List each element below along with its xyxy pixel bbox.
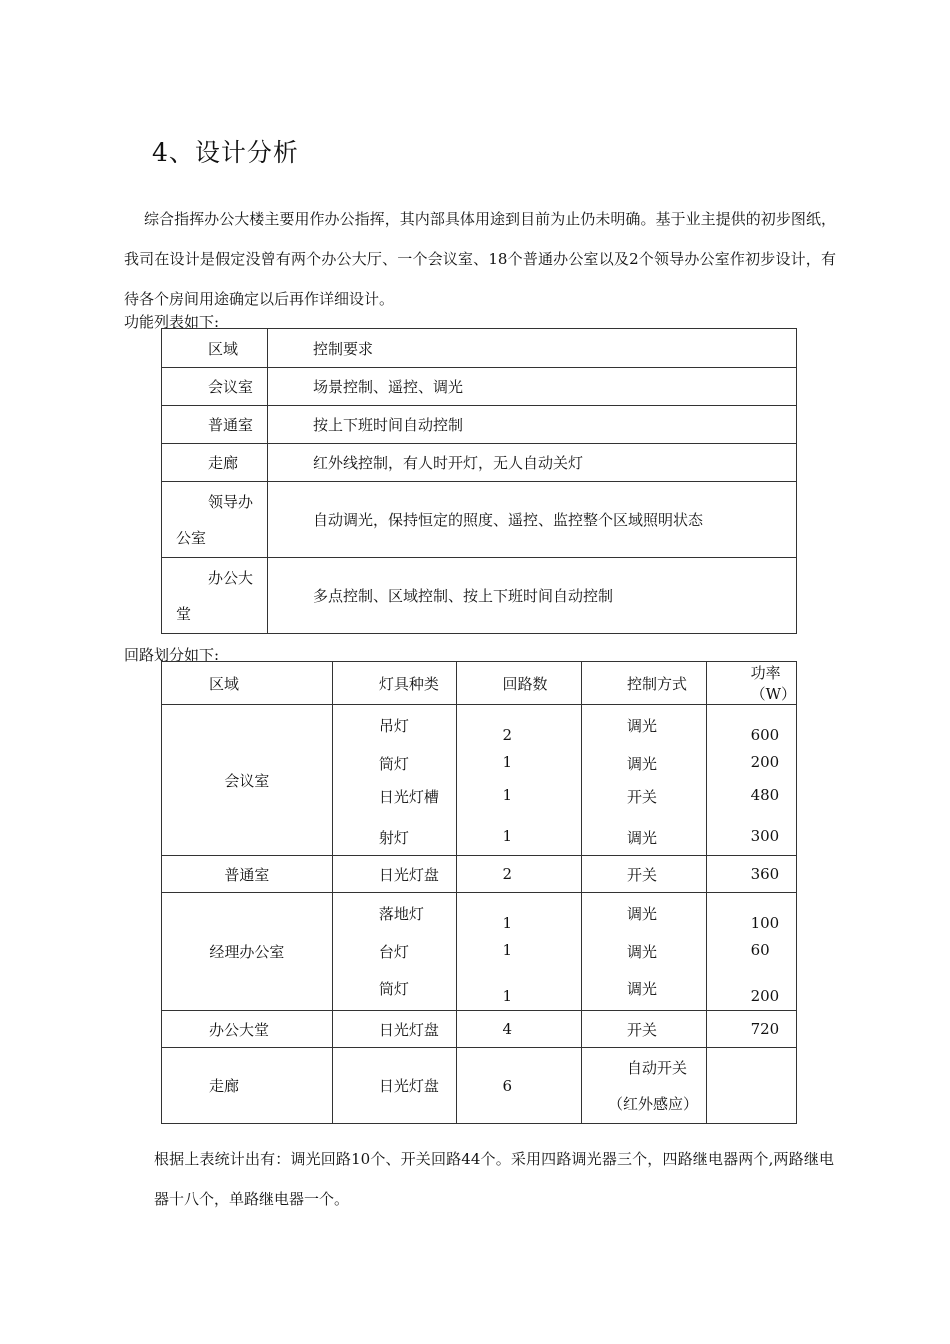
header-power: 功率（W） [706, 662, 796, 705]
power-item: 100 [750, 914, 780, 932]
area-line-2: 公室 [176, 528, 207, 547]
lamp-cell: 日光灯盘 [332, 856, 457, 893]
power-item: 60 [750, 941, 770, 959]
page-title: 4、设计分析 [152, 137, 299, 167]
power-item: 200 [750, 987, 780, 1005]
requirement-cell: 按上下班时间自动控制 [268, 406, 797, 444]
control-item: 调光 [627, 943, 658, 961]
control-item: 开关 [627, 788, 658, 806]
table-row [162, 856, 797, 893]
lamp-item: 落地灯 [378, 905, 424, 923]
area-cell [162, 558, 268, 634]
power-cell [706, 893, 796, 1011]
count-item: 1 [502, 753, 512, 771]
area-line-2: 堂 [176, 604, 192, 623]
count-cell [457, 705, 582, 856]
control-line-1: 自动开关 [627, 1058, 688, 1077]
power-cell: 720 [706, 1011, 796, 1048]
area-line-1: 办公大 [208, 568, 254, 587]
area-cell: 普通室 [162, 856, 333, 893]
table-row [162, 1011, 797, 1048]
count-cell: 6 [457, 1048, 582, 1124]
circuit-table-caption: 回路划分如下: [124, 646, 220, 664]
summary-paragraph: 根据上表统计出有：调光回路10个、开关回路44个。采用四路调光器三个，四路继电器两个,两路继电器十八个，单路继电器一个。 [154, 1150, 834, 1208]
requirement-cell: 红外线控制，有人时开灯，无人自动关灯 [268, 444, 797, 482]
area-cell: 会议室 [162, 705, 333, 856]
table-row [162, 482, 797, 558]
table-row [162, 705, 797, 856]
lamp-item: 射灯 [378, 829, 409, 847]
power-item: 480 [750, 786, 780, 804]
control-item: 调光 [627, 980, 658, 998]
power-item: 200 [750, 753, 780, 771]
requirement-cell: 自动调光，保持恒定的照度、遥控、监控整个区域照明状态 [268, 482, 797, 558]
control-cell [582, 893, 707, 1011]
control-item: 调光 [627, 905, 658, 923]
area-line-1: 领导办 [208, 492, 254, 511]
count-item: 1 [502, 827, 512, 845]
power-item: 300 [750, 827, 780, 845]
header-requirement: 控制要求 [268, 329, 797, 368]
power-cell: 360 [706, 856, 796, 893]
table-row [162, 368, 797, 406]
power-cell [706, 1048, 796, 1124]
lamp-cell: 日光灯盘 [332, 1048, 457, 1124]
circuit-table [161, 661, 797, 1124]
header-area: 区域 [162, 662, 333, 705]
control-item: 调光 [627, 829, 658, 847]
control-cell [582, 705, 707, 856]
lamp-cell: 日光灯盘 [332, 1011, 457, 1048]
count-item: 2 [502, 726, 512, 744]
count-item: 1 [502, 786, 512, 804]
area-cell [162, 482, 268, 558]
table-header-row [162, 329, 797, 368]
requirement-cell: 场景控制、遥控、调光 [268, 368, 797, 406]
function-table-caption: 功能列表如下: [124, 313, 220, 331]
function-table [161, 328, 797, 634]
table-row [162, 444, 797, 482]
count-item: 1 [502, 941, 512, 959]
header-area: 区域 [162, 329, 268, 368]
requirement-cell: 多点控制、区域控制、按上下班时间自动控制 [268, 558, 797, 634]
table-row [162, 406, 797, 444]
area-cell: 普通室 [162, 406, 268, 444]
header-circuit-count: 回路数 [457, 662, 582, 705]
lamp-item: 筒灯 [378, 755, 409, 773]
table-row [162, 893, 797, 1011]
count-item: 1 [502, 987, 512, 1005]
area-cell: 走廊 [162, 444, 268, 482]
lamp-cell [332, 705, 457, 856]
area-cell: 会议室 [162, 368, 268, 406]
count-item: 1 [502, 914, 512, 932]
control-cell: 开关 [582, 1011, 707, 1048]
lamp-item: 筒灯 [378, 980, 409, 998]
lamp-item: 吊灯 [378, 717, 409, 735]
header-lamp-type: 灯具种类 [332, 662, 457, 705]
table-row [162, 1048, 797, 1124]
count-cell: 4 [457, 1011, 582, 1048]
lamp-item: 台灯 [378, 943, 409, 961]
count-cell [457, 893, 582, 1011]
table-header-row [162, 662, 797, 705]
control-cell: 开关 [582, 856, 707, 893]
lamp-cell [332, 893, 457, 1011]
lamp-item: 日光灯槽 [378, 788, 439, 806]
control-item: 调光 [627, 755, 658, 773]
table-row [162, 558, 797, 634]
power-item: 600 [750, 726, 780, 744]
area-cell: 办公大堂 [162, 1011, 333, 1048]
control-item: 调光 [627, 717, 658, 735]
area-cell: 走廊 [162, 1048, 333, 1124]
count-cell: 2 [457, 856, 582, 893]
control-cell [582, 1048, 707, 1124]
intro-paragraph: 综合指挥办公大楼主要用作办公指挥，其内部具体用途到目前为止仍未明确。基于业主提供的初步图纸，我司在设计是假定没曾有两个办公大厅、一个会议室、18个普通办公室以及2个领导办公室作初步设计，有待各个房间用途确定以后再作详细设计。 [124, 210, 836, 308]
header-control-mode: 控制方式 [582, 662, 707, 705]
power-cell [706, 705, 796, 856]
area-cell: 经理办公室 [162, 893, 333, 1011]
control-line-2: （红外感应） [608, 1094, 699, 1113]
